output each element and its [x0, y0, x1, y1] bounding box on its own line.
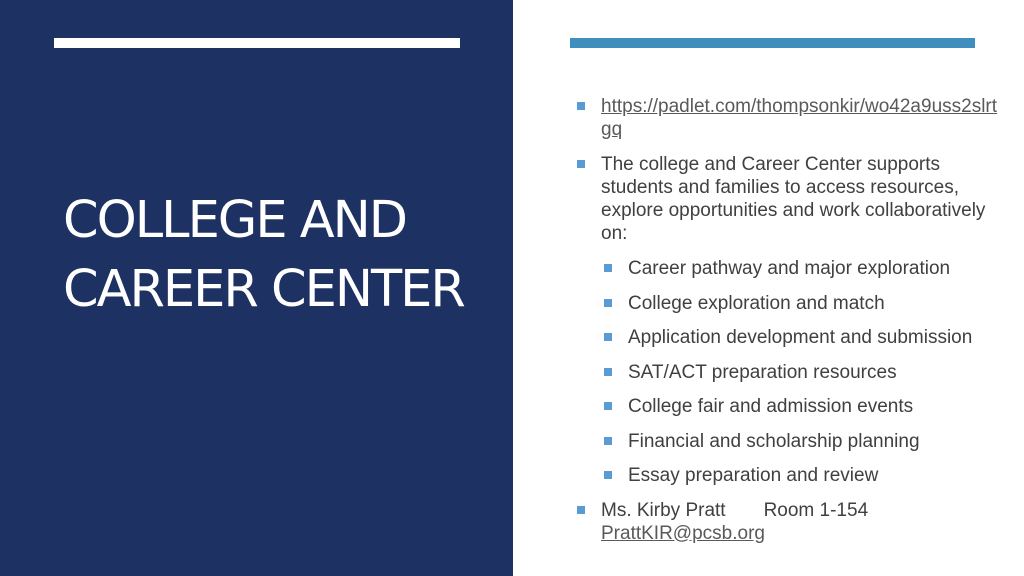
bullet-contact	[577, 499, 1007, 545]
square-bullet-icon	[577, 160, 585, 168]
sub-bullet-item	[604, 361, 1007, 384]
square-bullet-icon	[604, 333, 612, 341]
sub-bullet-text: College exploration and match	[628, 292, 885, 314]
contact-room: Room 1-154	[763, 499, 869, 521]
slide-title: COLLEGE AND CAREER CENTER	[63, 191, 464, 319]
square-bullet-icon	[577, 506, 585, 514]
square-bullet-icon	[604, 264, 612, 272]
square-bullet-icon	[604, 437, 612, 445]
sub-bullet-item	[604, 464, 1007, 487]
sub-bullet-text: Application development and submission	[628, 327, 973, 348]
square-bullet-icon	[604, 368, 612, 376]
square-bullet-icon	[604, 471, 612, 479]
bullet-intro	[577, 153, 1007, 245]
content-area	[577, 95, 1007, 545]
padlet-link[interactable]: https://padlet.com/thompsonkir/wo42a9uss2slrtgq	[601, 96, 998, 140]
square-bullet-icon	[577, 102, 585, 110]
sub-bullet-item	[604, 326, 1007, 349]
sub-bullet-item	[604, 292, 1007, 315]
bullet-link	[577, 95, 1007, 141]
contact-email-link[interactable]: PrattKIR@pcsb.org	[601, 522, 765, 544]
sub-bullet-list	[577, 257, 1007, 487]
left-accent-rule	[54, 38, 460, 48]
square-bullet-icon	[604, 402, 612, 410]
sub-bullet-item	[604, 257, 1007, 280]
intro-text: The college and Career Center supports students and families to access resources, explore opportunities and work collaboratively on:	[601, 154, 986, 244]
sub-bullet-text: Financial and scholarship planning	[628, 430, 920, 452]
sub-bullet-item	[604, 395, 1007, 418]
sub-bullet-item	[604, 430, 1007, 453]
sub-bullet-text: Career pathway and major exploration	[628, 258, 951, 279]
sub-bullet-text: Essay preparation and review	[628, 465, 879, 486]
contact-name: Ms. Kirby Pratt	[601, 499, 726, 521]
square-bullet-icon	[604, 299, 612, 307]
sub-bullet-text: SAT/ACT preparation resources	[628, 361, 897, 383]
sub-bullet-text: College fair and admission events	[628, 396, 914, 417]
right-accent-rule	[570, 38, 975, 48]
